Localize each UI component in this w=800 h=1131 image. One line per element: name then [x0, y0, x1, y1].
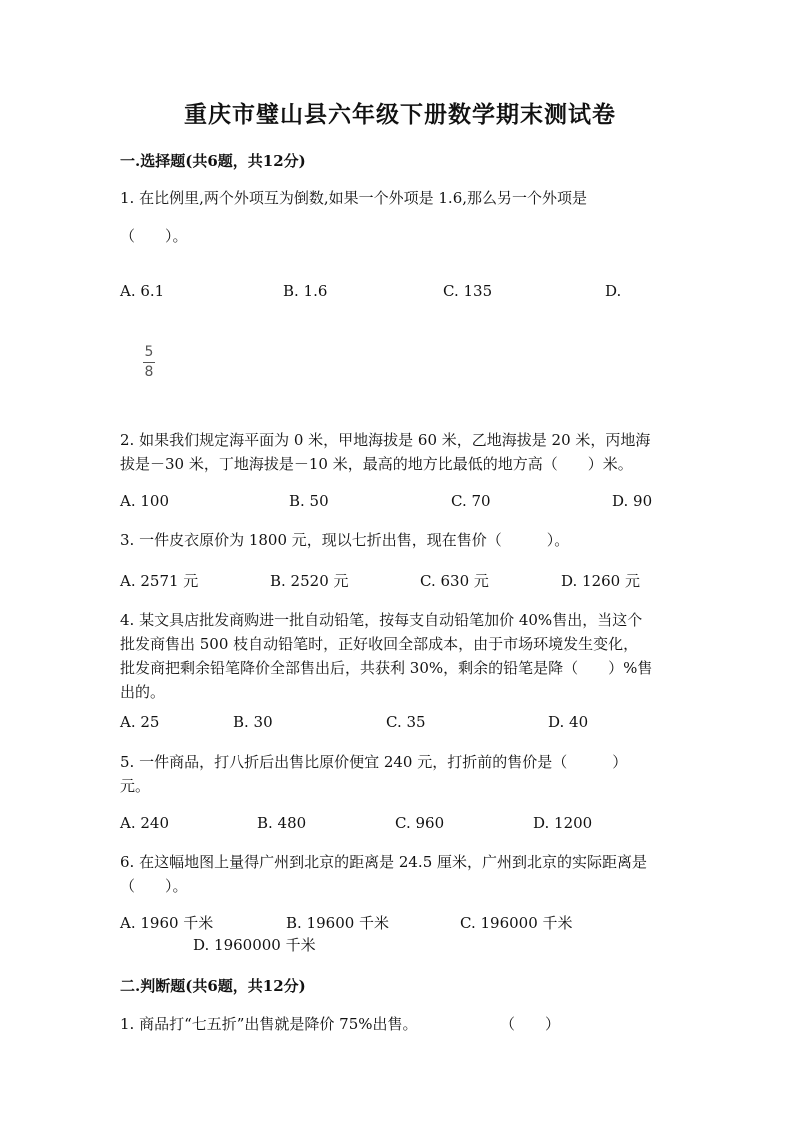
- question-6-line-1: 6. 在这幅地图上量得广州到北京的距离是 24.5 厘米，广州到北京的实际距离是: [120, 853, 648, 871]
- question-3-option-b: B. 2520 元: [270, 572, 349, 590]
- question-1-fraction: [143, 345, 155, 380]
- fraction-denominator: 8: [144, 364, 154, 380]
- question-1-line-2: （ ）。: [120, 227, 188, 245]
- question-3-option-d: D. 1260 元: [561, 572, 640, 590]
- question-4-line-3: 批发商把剩余铅笔降价全部售出后，共获利 30%，剩余的铅笔是降（ ）%售: [120, 659, 653, 677]
- question-2-option-a: A. 100: [120, 492, 169, 510]
- question-6-option-c: C. 196000 千米: [460, 914, 573, 932]
- question-6-option-b: B. 19600 千米: [286, 914, 390, 932]
- fraction-bar: [143, 362, 155, 363]
- question-2-line-1: 2. 如果我们规定海平面为 0 米，甲地海拔是 60 米，乙地海拔是 20 米，丙地海: [120, 431, 651, 449]
- question-5-option-a: A. 240: [120, 814, 169, 832]
- question-5-line-1: 5. 一件商品，打八折后出售比原价便宜 240 元，打折前的售价是（ ）: [120, 753, 628, 771]
- section-heading-choice: 一.选择题(共6题，共12分): [120, 152, 306, 170]
- question-1-option-a: A. 6.1: [120, 282, 165, 300]
- question-4-option-c: C. 35: [386, 713, 426, 731]
- question-1-option-c: C. 135: [443, 282, 493, 300]
- fraction-numerator: 5: [144, 344, 154, 360]
- question-2-line-2: 拔是－30 米，丁地海拔是－10 米，最高的地方比最低的地方高（ ）米。: [120, 455, 633, 473]
- question-6-option-d: D. 1960000 千米: [193, 936, 316, 954]
- question-3-option-a: A. 2571 元: [120, 572, 199, 590]
- question-1-option-d: D.: [605, 282, 622, 300]
- question-4-option-a: A. 25: [120, 713, 160, 731]
- page-title: 重庆市璧山县六年级下册数学期末测试卷: [184, 101, 616, 128]
- question-5-option-b: B. 480: [257, 814, 307, 832]
- question-2-option-b: B. 50: [289, 492, 329, 510]
- question-4-option-b: B. 30: [233, 713, 273, 731]
- judgment-question-1: 1. 商品打“七五折”出售就是降价 75%出售。: [120, 1015, 418, 1033]
- question-6-line-2: （ ）。: [120, 877, 188, 895]
- section-heading-judgment: 二.判断题(共6题，共12分): [120, 977, 306, 995]
- judgment-question-1-answer-blank: （ ）: [500, 1015, 561, 1033]
- question-6-option-a: A. 1960 千米: [120, 914, 214, 932]
- question-1-line-1: 1. 在比例里,两个外项互为倒数,如果一个外项是 1.6,那么另一个外项是: [120, 189, 588, 207]
- question-5-line-2: 元。: [120, 777, 151, 795]
- question-4-line-4: 出的。: [120, 683, 166, 701]
- question-1-option-b: B. 1.6: [283, 282, 328, 300]
- question-3-line-1: 3. 一件皮衣原价为 1800 元，现以七折出售，现在售价（ ）。: [120, 531, 570, 549]
- question-3-option-c: C. 630 元: [420, 572, 489, 590]
- question-5-option-d: D. 1200: [533, 814, 593, 832]
- question-4-option-d: D. 40: [548, 713, 589, 731]
- question-4-line-2: 批发商售出 500 枝自动铅笔时，正好收回全部成本，由于市场环境发生变化，: [120, 635, 639, 653]
- question-2-option-c: C. 70: [451, 492, 491, 510]
- question-2-option-d: D. 90: [612, 492, 653, 510]
- question-4-line-1: 4. 某文具店批发商购进一批自动铅笔，按每支自动铅笔加价 40%售出，当这个: [120, 611, 643, 629]
- question-5-option-c: C. 960: [395, 814, 445, 832]
